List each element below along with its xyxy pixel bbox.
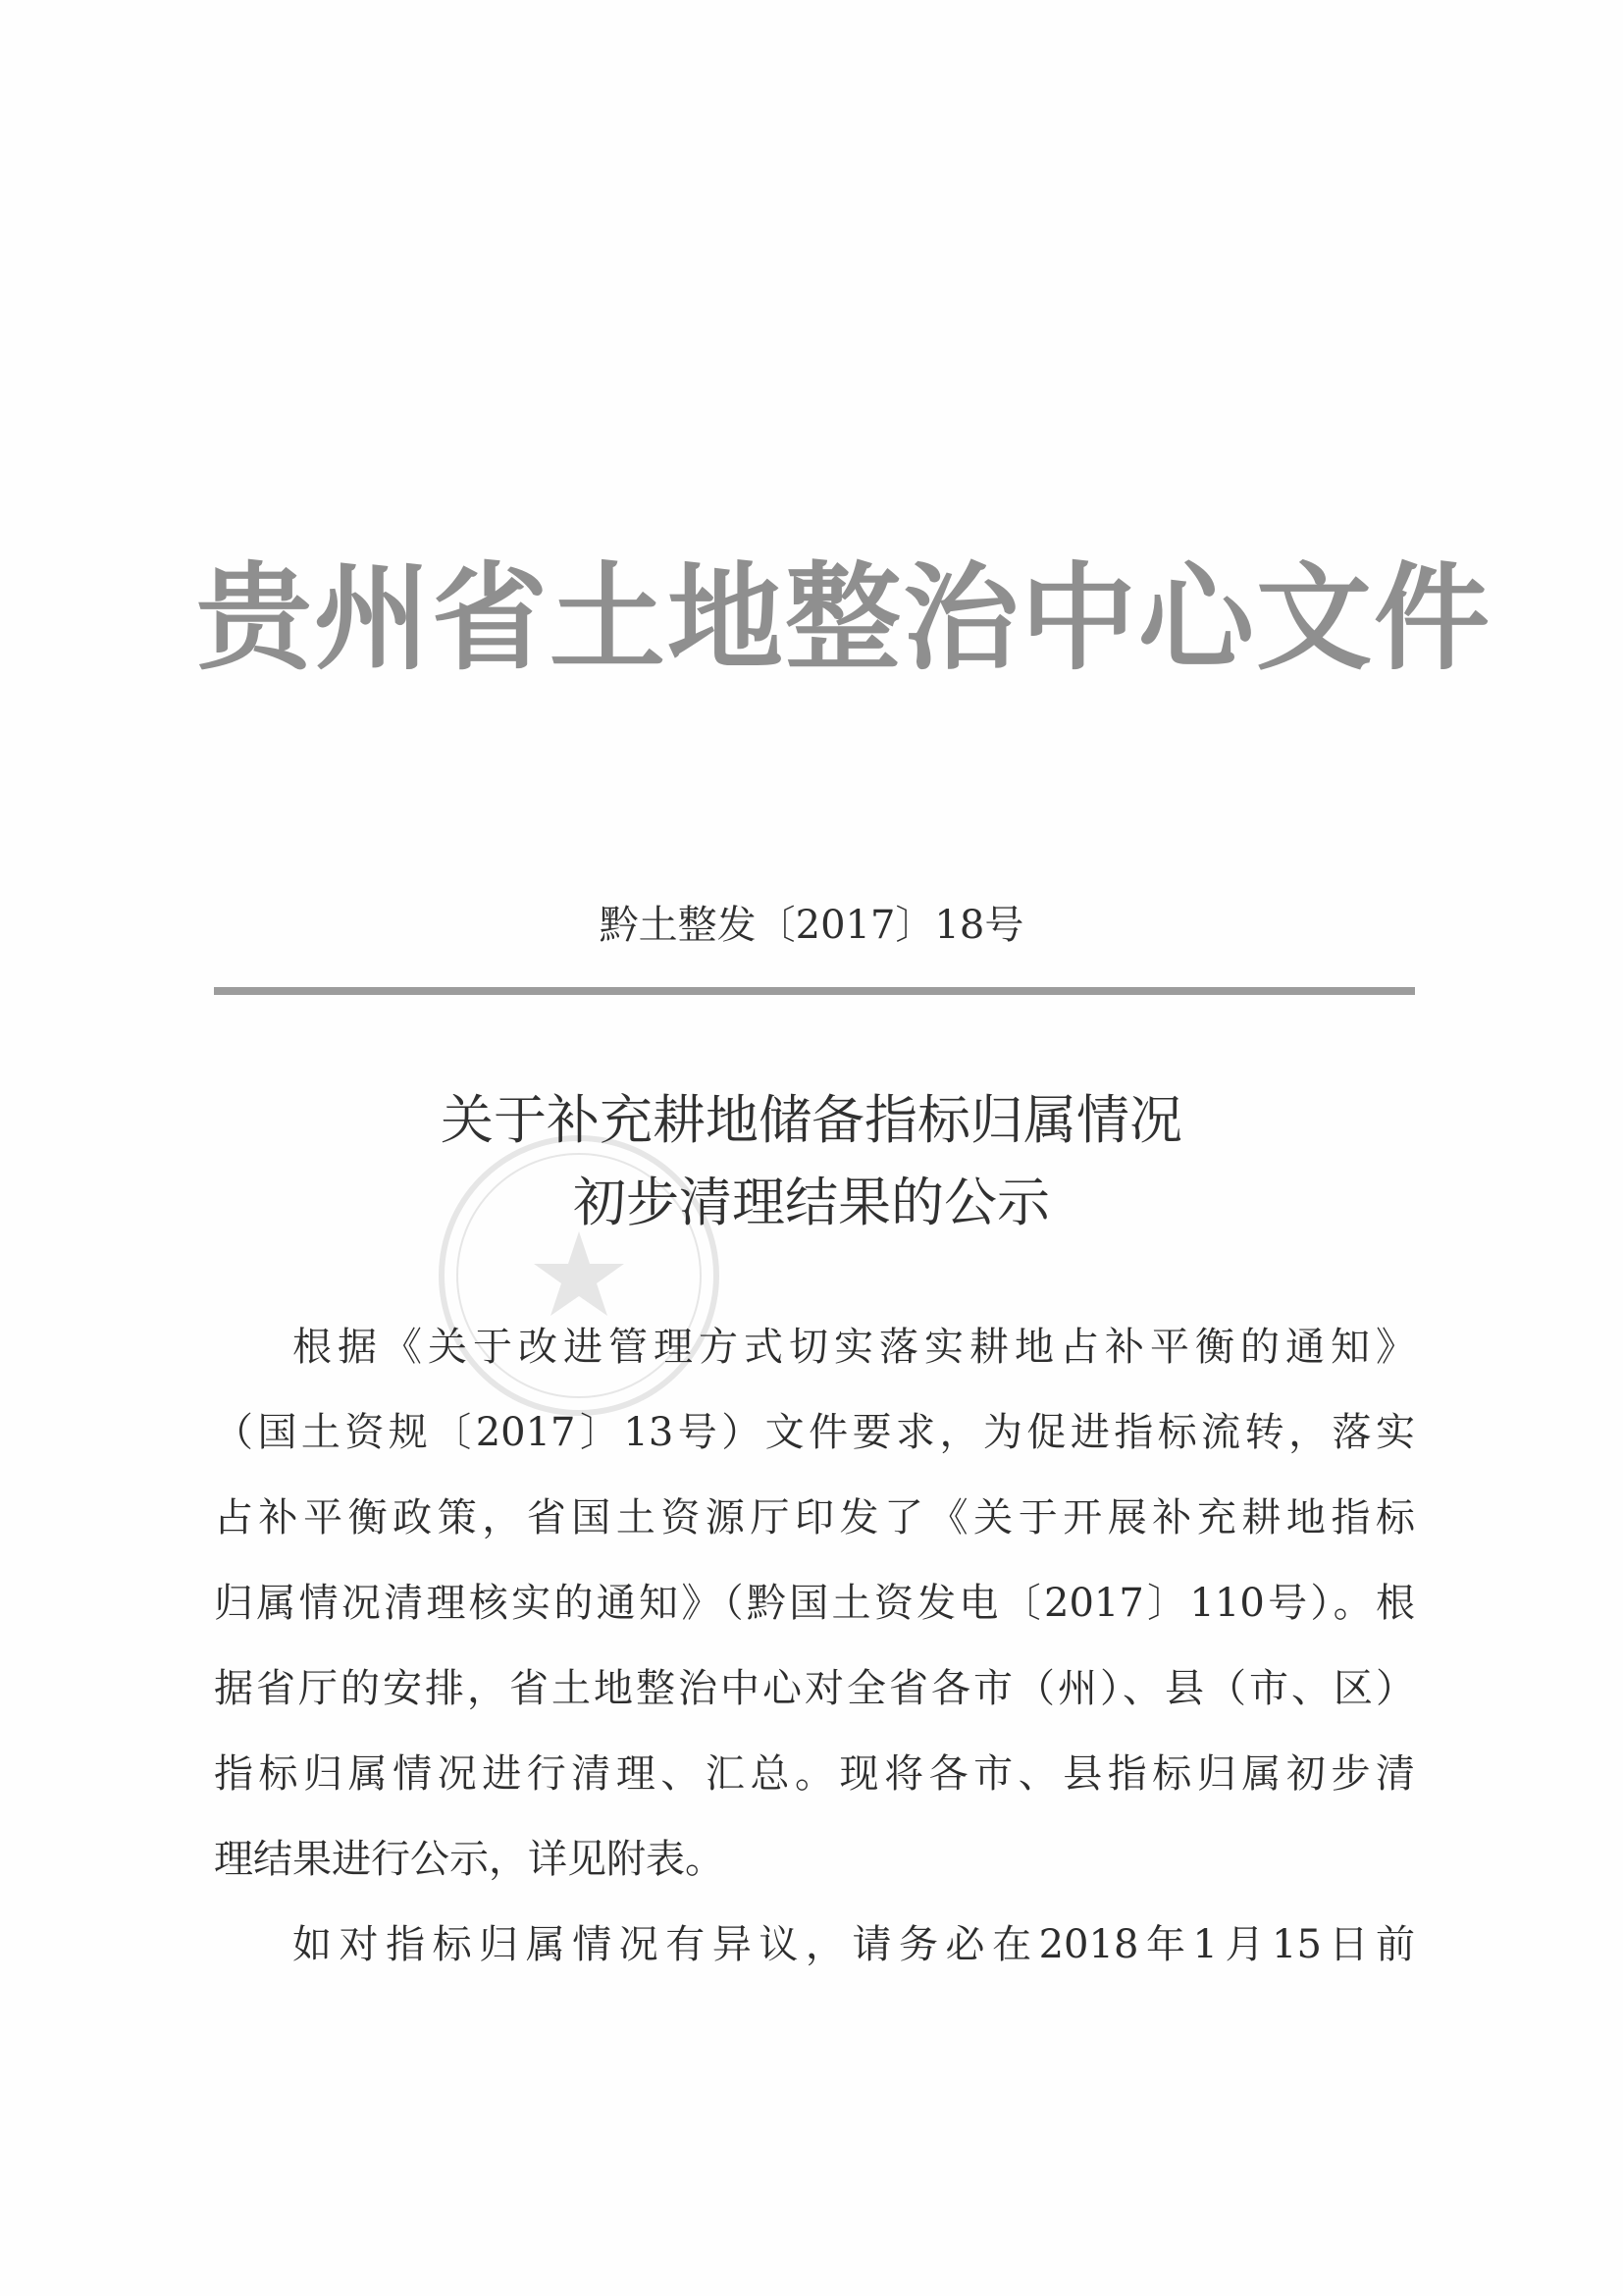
body-paragraph-2-line: 如对指标归属情况有异议，请务必在2018年1月15日前 xyxy=(292,1922,1415,1967)
subject-line-1: 关于补充耕地储备指标归属情况 xyxy=(441,1089,1182,1151)
subject-line-2: 初步清理结果的公示 xyxy=(573,1172,1050,1233)
org-header-title: 贵州省土地整治中心文件 xyxy=(196,550,1492,686)
body-paragraph-1-line: 根据《关于改进管理方式切实落实耕地占补平衡的通知》 xyxy=(292,1325,1415,1370)
notice-body xyxy=(214,1305,1415,1988)
body-paragraph-1-line: 指标归属情况进行清理、汇总。现将各市、县指标归属初步清 xyxy=(214,1751,1415,1797)
header-divider-line xyxy=(214,987,1415,995)
body-paragraph-1-line: （国土资规〔2017〕13号）文件要求，为促进指标流转，落实 xyxy=(214,1410,1415,1455)
document-number: 黔土整发〔2017〕18号 xyxy=(599,903,1024,948)
body-paragraph-1-line: 占补平衡政策，省国土资源厅印发了《关于开展补充耕地指标 xyxy=(214,1495,1415,1540)
notice-subject xyxy=(255,1079,1368,1244)
body-paragraph-1-line: 归属情况清理核实的通知》（黔国土资发电〔2017〕110号）。根 xyxy=(214,1581,1415,1626)
body-paragraph-1-line: 理结果进行公示，详见附表。 xyxy=(214,1837,724,1882)
body-paragraph-1-line: 据省厅的安排，省土地整治中心对全省各市（州）、县（市、区） xyxy=(214,1666,1415,1711)
